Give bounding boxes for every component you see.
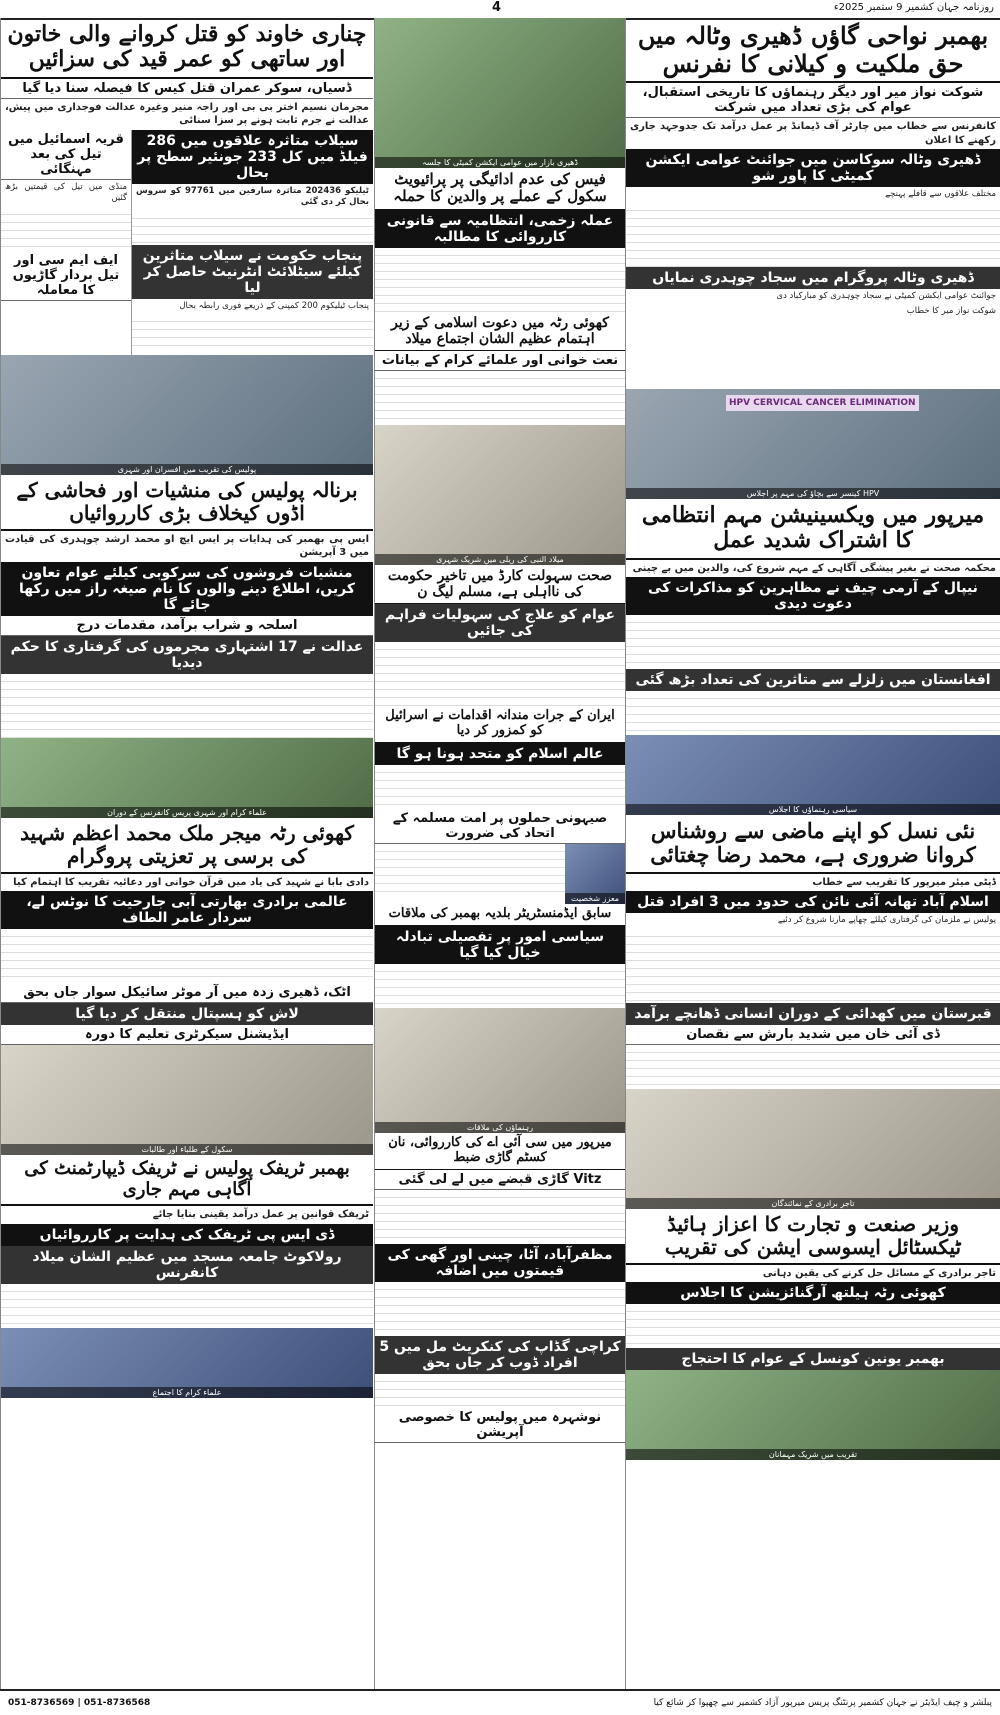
right-s7: افغانستان میں زلزلے سے متاثرین کی تعداد بڑھ گئی	[626, 669, 1000, 691]
middle-headline-3: صحت سہولت کارڈ میں تاخیر حکومت کی نااہلی ہے، مسلم لیگ ن	[375, 565, 625, 604]
right-photo-1	[626, 389, 1000, 499]
left-s1-text: ٹیلیکو 202436 متاثرہ سارفین میں 97761 کو سروس بحال کر دی گئی	[136, 185, 369, 208]
middle-photo-2-caption: میلاد النبی کی ریلی میں شریک شہری	[375, 554, 625, 565]
middle-headline-4: ایران کے جرات مندانہ اقدامات نے اسرائیل کو کمزور کر دیا	[375, 706, 625, 743]
right-s13: بھمبر یونین کونسل کے عوام کا احتجاج	[626, 1348, 1000, 1370]
right-filler-5	[626, 1045, 1000, 1089]
right-h1-text: کانفرنس سے خطاب میں چارٹر آف ڈیمانڈ پر عمل درآمد تک جدوجہد جاری رکھنے کا اعلان	[630, 121, 996, 146]
right-photo-2-caption: سیاسی رہنماؤں کا اجلاس	[626, 804, 1000, 815]
middle-headline-10: نوشہرہ میں پولیس کا خصوصی آپریشن	[375, 1408, 625, 1443]
middle-filler-8	[375, 1282, 625, 1336]
right-photo-3-caption: تاجر برادری کے نمائندگان	[626, 1198, 1000, 1209]
right-filler-2	[626, 615, 1000, 669]
left-filler-1	[132, 211, 373, 245]
left-photo-1-caption: پولیس کی تقریب میں افسران اور شہری	[1, 464, 373, 475]
middle-headline-8: مظفرآباد، آٹا، چینی اور گھی کی قیمتوں میں اضافہ	[375, 1244, 625, 1282]
middle-photo-1	[375, 18, 625, 168]
left-s2: پنجاب حکومت نے سیلاب متاثرین کیلئے سیٹلائٹ انٹرنیٹ حاصل کر لیا	[132, 245, 373, 299]
right-photo-2	[626, 735, 1000, 815]
left-photo-2	[1, 738, 373, 818]
right-s2: مختلف علاقوں سے قافلے پہنچے	[885, 189, 996, 200]
left-headline-3: کھوئی رٹہ میجر ملک محمد اعظم شہید کی برسی پر تعزیتی پروگرام	[1, 818, 373, 874]
middle-h3-sub: عوام کو علاج کی سہولیات فراہم کی جائیں	[375, 604, 625, 642]
left-headline-4: بھمبر ٹریفک پولیس نے ٹریفک ڈیپارٹمنٹ کی آگاہی مہم جاری	[1, 1155, 373, 1206]
middle-h1-sub: عملہ زخمی، انتظامیہ سے قانونی کارروائی کا مطالبہ	[375, 210, 625, 248]
middle-headline-1: فیس کی عدم ادائیگی پر پرائیویٹ سکول کے عملے پر والدین کا حملہ	[375, 168, 625, 210]
left-s3: قریہ اسمائیل میں تیل کی بعد مہنگائی	[1, 130, 131, 180]
right-s1: ڈھیری وٹالہ سوکاسن میں جوائنٹ عوامی ایکشن کمیٹی کا پاور شو	[626, 149, 1000, 187]
right-s8: اسلام آباد تھانہ آئی نائن کی حدود میں 3 افراد قتل	[626, 891, 1000, 913]
middle-h6-sub: سیاسی امور پر تفصیلی تبادلہ خیال کیا گیا	[375, 926, 625, 964]
right-s4: جوائنٹ عوامی ایکشن کمیٹی نے سجاد چوہدری کو مبارکباد دی	[776, 290, 996, 301]
middle-photo-3	[565, 844, 625, 904]
middle-headline-5: صیہونی حملوں پر امت مسلمہ کے اتحاد کی ضرورت	[375, 809, 625, 844]
left-photo-4-caption: علماء کرام کا اجتماع	[1, 1387, 373, 1398]
right-h1-sub: شوکت نواز میر اور دیگر رہنماؤں کا تاریخی استقبال، عوام کی بڑی تعداد میں شرکت	[626, 83, 1000, 118]
middle-headline-2: کھوئی رٹہ میں دعوت اسلامی کے زیر اہتمام عظیم الشان اجتماع میلاد	[375, 312, 625, 351]
middle-filler-7	[375, 1190, 625, 1244]
hpv-banner: HPV CERVICAL CANCER ELIMINATION	[726, 395, 919, 411]
right-filler-6	[626, 1304, 1000, 1348]
left-filler-2	[132, 314, 373, 348]
right-h2-sub: محکمہ صحت نے بغیر پیشگی آگاہی کے مہم شروع کی، والدین میں بے چینی	[632, 562, 996, 574]
middle-photo-4	[375, 1008, 625, 1133]
left-s12: ڈی ایس پی ٹریفک کی ہدایت پر کارروائیاں	[1, 1224, 373, 1246]
left-s9: اٹک، ڈھیری زدہ میں آر موٹر سائیکل سوار جاں بحق	[1, 983, 373, 1003]
left-s2-sub: پنجاب ٹیلیکوم 200 کمپنی کے ذریعے فوری رابطہ بحال	[179, 300, 369, 311]
left-s8: عالمی برادری بھارتی آبی جارحیت کا نوٹس لے، سردار عامر الطاف	[1, 891, 373, 929]
left-filler-4	[1, 674, 373, 738]
right-photo-4	[626, 1370, 1000, 1460]
footer-phone-2: 051-8736568	[83, 1698, 151, 1708]
right-s12: کھوئی رٹہ ہیلتھ آرگنائزیشن کا اجلاس	[626, 1282, 1000, 1304]
middle-h2-sub: نعت خوانی اور علمائے کرام کے بیانات	[375, 351, 625, 371]
imprint-footer	[0, 1689, 1000, 1715]
left-s7: عدالت نے 17 اشتہاری مجرموں کی گرفتاری کا حکم دیدیا	[1, 636, 373, 674]
masthead-strip	[0, 0, 1000, 20]
left-s4: منڈی میں تیل کی قیمتیں بڑھ گئیں	[5, 181, 127, 204]
left-filler-3	[1, 207, 131, 251]
right-filler-3	[626, 691, 1000, 735]
middle-column	[374, 18, 626, 1689]
middle-filler-4	[375, 765, 625, 809]
left-h3-text: دادی بابا نے شہید کی یاد میں قرآن خوانی اور دعائیہ تقریب کا اہتمام کیا	[13, 876, 369, 888]
middle-filler-3	[375, 642, 625, 706]
right-filler-4	[626, 929, 1000, 1003]
left-headline-1: چناری خاوند کو قتل کروانے والی خاتون اور ساتھی کو عمر قید کی سزائیں	[1, 18, 373, 79]
left-photo-3-caption: سکول کے طلباء اور طالبات	[1, 1144, 373, 1155]
date-line: روزنامہ جہان کشمیر 9 ستمبر 2025ء	[833, 2, 994, 13]
left-photo-3	[1, 1045, 373, 1155]
left-s11: ایڈیشنل سیکرٹری تعلیم کا دورہ	[1, 1025, 373, 1045]
right-headline-2: میرپور میں ویکسینیشن مہم انتظامی کا اشتراک شدید عمل	[626, 499, 1000, 560]
right-s11: ڈی آئی خان میں شدید بارش سے نقصان	[626, 1025, 1000, 1045]
footer-text: پبلشر و چیف ایڈیٹر نے جہان کشمیر پرنٹنگ پریس میرپور آزاد کشمیر سے چھپوا کر شائع کیا	[653, 1698, 992, 1708]
right-column	[626, 18, 1000, 1689]
middle-photo-3-caption: معزز شخصیت	[565, 893, 625, 904]
right-photo-3	[626, 1089, 1000, 1209]
left-h2-text: ایس پی بھمبر کی ہدایات پر ایس ایچ او محمد ارشد چوہدری کی قیادت میں 3 آپریشن	[5, 533, 369, 559]
left-headline-2: برنالہ پولیس کی منشیات اور فحاشی کے اڈوں کیخلاف بڑی کارروائیاں	[1, 475, 373, 531]
right-s10: قبرستان میں کھدائی کے دوران انسانی ڈھانچے برآمد	[626, 1003, 1000, 1025]
middle-filler-5	[375, 844, 565, 898]
right-s5: شوکت نواز میر کا خطاب	[906, 306, 996, 317]
right-h4-sub: تاجر برادری کے مسائل حل کرنے کی یقین دہانی	[762, 1267, 996, 1279]
right-headline-3: نئی نسل کو اپنے ماضی سے روشناس کروانا ضروری ہے، محمد رضا چغتائی	[626, 815, 1000, 873]
middle-filler-9	[375, 1374, 625, 1408]
middle-photo-4-caption: رہنماؤں کی ملاقات	[375, 1122, 625, 1133]
page-number: 4	[492, 0, 502, 15]
middle-photo-1-caption: ڈھیری بازار میں عوامی ایکشن کمیٹی کا جلسہ	[375, 157, 625, 168]
middle-filler-2	[375, 371, 625, 425]
left-s5: ایف ایم سی اور تیل بردار گاڑیوں کا معاملہ	[1, 251, 131, 301]
left-filler-6	[1, 1284, 373, 1328]
middle-filler-6	[375, 964, 625, 1008]
middle-photo-2	[375, 425, 625, 565]
right-filler-1	[626, 203, 1000, 267]
right-photo-4-caption: تقریب میں شریک مہمانان	[626, 1449, 1000, 1460]
middle-h7-sub: Vitz گاڑی قبضے میں لے لی گئی	[375, 1170, 625, 1190]
right-s9: پولیس نے ملزمان کی گرفتاری کیلئے چھاپے مارنا شروع کر دئیے	[777, 915, 996, 926]
left-s10: لاش کو ہسپتال منتقل کر دیا گیا	[1, 1003, 373, 1025]
right-photo-1-caption: HPV کینسر سے بچاؤ کی مہم پر اجلاس	[626, 488, 1000, 499]
left-photo-1	[1, 355, 373, 475]
left-photo-4	[1, 1328, 373, 1398]
left-s6: اسلحہ و شراب برآمد، مقدمات درج	[1, 616, 373, 636]
right-s6: نیپال کے آرمی چیف نے مظاہرین کو مذاکرات کی دعوت دیدی	[626, 577, 1000, 615]
right-s3: ڈھیری وٹالہ پروگرام میں سجاد چوہدری نمایاں	[626, 267, 1000, 289]
left-h2-sub: منشیات فروشوں کی سرکوبی کیلئے عوام تعاون کریں، اطلاع دینے والوں کا نام صیغہ راز میں رکھا جائے گا	[1, 562, 373, 616]
middle-headline-9: کراچی گڈاپ کی کنکریٹ مل میں 5 افراد ڈوب کر جاں بحق	[375, 1336, 625, 1374]
middle-headline-7: میرپور میں سی آئی اے کی کارروائی، نان کسٹم گاڑی ضبط	[375, 1133, 625, 1170]
left-photo-2-caption: علماء کرام اور شہری پریس کانفرنس کے دوران	[1, 807, 373, 818]
left-filler-5	[1, 929, 373, 983]
left-column	[0, 18, 373, 1689]
footer-phones: 051-8736569 | 051-8736568	[8, 1698, 151, 1708]
middle-h4-sub: عالم اسلام کو متحد ہونا ہو گا	[375, 743, 625, 765]
left-s1: سیلاب متاثرہ علاقوں میں 286 فیلڈ میں کل 233 جونئیر سطح پر بحال	[132, 130, 373, 184]
right-headline-4: وزیر صنعت و تجارت کا اعزاز ہائیڈ ٹیکسٹائل ایسوسی ایشن کی تقریب	[626, 1209, 1000, 1265]
right-h3-sub: ڈپٹی میئر میرپور کا تقریب سے خطاب	[812, 876, 996, 888]
left-h1-text: مجرمان نسیم اختر بی بی اور راجہ منیر وغیرہ عدالت فوجداری میں پیش، عدالت نے جرم ثابت ہونے پر سزا سنائی	[5, 101, 369, 127]
footer-phone-1: 051-8736569	[8, 1698, 75, 1708]
middle-headline-6: سابق ایڈمنسٹریٹر بلدیہ بھمبر کی ملاقات	[375, 904, 625, 926]
left-h4-sub: ٹریفک قوانین پر عمل درآمد یقینی بنایا جائے	[152, 1209, 369, 1221]
left-s13: رولاکوٹ جامعہ مسجد میں عظیم الشان میلاد کانفرنس	[1, 1246, 373, 1284]
right-headline-1: بھمبر نواحی گاؤں ڈھیری وٹالہ میں حق ملکیت و کیلانی کا نفرنس	[626, 18, 1000, 83]
left-h1-sub: ڈسیاں، سوکر عمران قتل کیس کا فیصلہ سنا دیا گیا	[1, 79, 373, 99]
middle-filler-1	[375, 248, 625, 312]
